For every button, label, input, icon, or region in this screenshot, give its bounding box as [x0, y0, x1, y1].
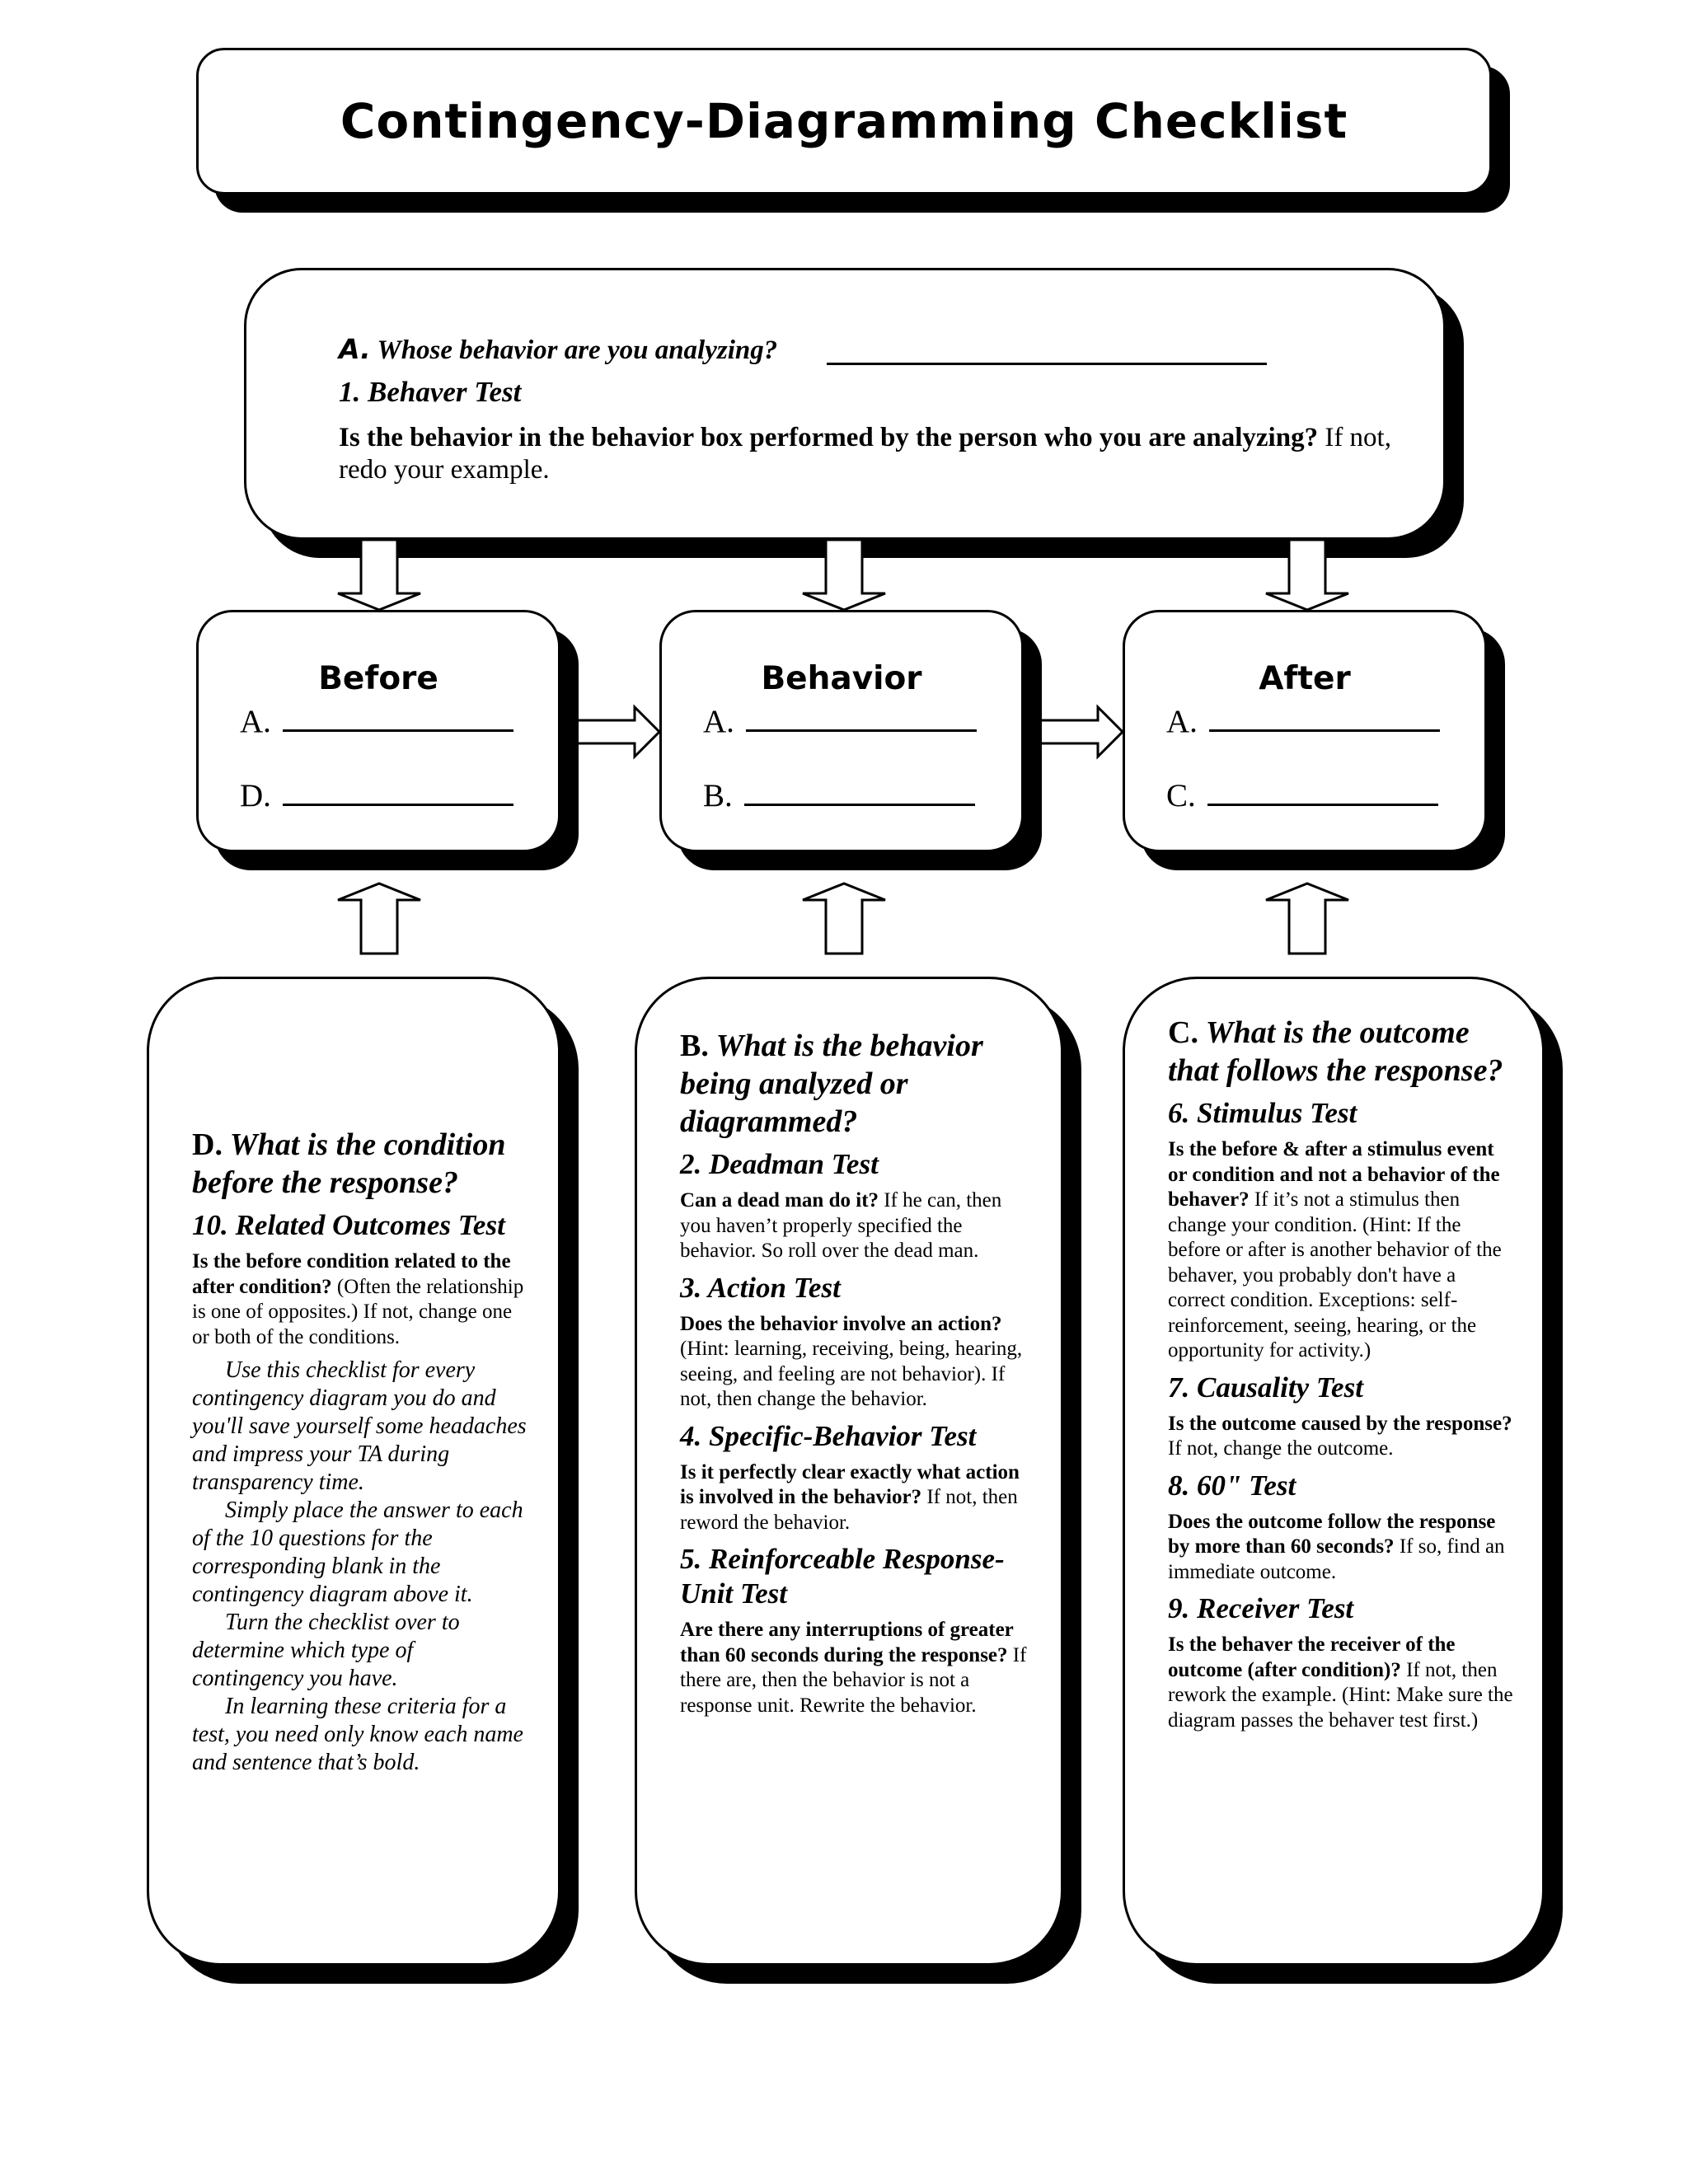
- before-slot-a-blank[interactable]: [283, 700, 513, 732]
- after-slot-c-label: C.: [1166, 778, 1196, 813]
- behavior-slot-a-label: A.: [703, 704, 734, 739]
- after-box: [1123, 610, 1487, 852]
- behavior-slot-b[interactable]: [703, 774, 975, 814]
- behaver-test-plain: If not, redo your example.: [339, 423, 1391, 485]
- behavior-slot-a-blank[interactable]: [746, 700, 977, 732]
- test-text: [1168, 1633, 1514, 1733]
- test-plain: If there are, then the behavior is not a response unit. Rewrite the behavior.: [680, 1643, 1027, 1717]
- test-bold: Is it perfectly clear exactly what action is involved in the behavior?: [680, 1460, 1020, 1508]
- test-bold: Is the before & after a stimulus event or condition and not a behavior of the behaver?: [1168, 1138, 1500, 1211]
- test-name: 3. Action Test: [680, 1271, 841, 1304]
- behavior-box: [659, 610, 1024, 852]
- test-plain: If so, find an immediate outcome.: [1168, 1535, 1505, 1583]
- test-bold: Can a dead man do it?: [680, 1189, 879, 1212]
- note-paragraph: Use this checklist for every contingency diagram you do and you'll save yourself some headaches and impress your TA during transparency time.: [192, 1357, 527, 1495]
- note-paragraph: In learning these criteria for a test, you need only know each name and sentence that’s bold.: [192, 1694, 523, 1775]
- outcome-letter: C.: [1168, 1015, 1198, 1050]
- before-slot-a[interactable]: [240, 700, 513, 740]
- test-text: [1168, 1137, 1514, 1364]
- test-name: 5. Reinforceable Response-Unit Test: [680, 1543, 1005, 1610]
- test-name: 10. Related Outcomes Test: [192, 1209, 505, 1241]
- after-slot-a-label: A.: [1166, 704, 1198, 739]
- behaver-test-name: 1. Behaver Test: [339, 376, 522, 408]
- arrow-up-behavior: [803, 883, 885, 954]
- behavior-question: [680, 1027, 1033, 1141]
- test-text: [680, 1312, 1033, 1413]
- arrow-up-before: [338, 883, 420, 954]
- outcome-question-text: What is the outcome that follows the response?: [1168, 1015, 1503, 1088]
- behavior-slot-b-label: B.: [703, 778, 733, 813]
- page-title: Contingency-Diagramming Checklist: [340, 93, 1348, 149]
- test-text: [680, 1188, 1033, 1264]
- outcome-question: [1168, 1014, 1514, 1090]
- condition-question-text: What is the condition before the response?: [192, 1127, 506, 1200]
- before-slot-d-label: D.: [240, 778, 271, 813]
- test-text: [680, 1460, 1033, 1536]
- test-plain: (Hint: learning, receiving, being, hearing, seeing, and feeling are not behavior). If not, then change the behavior.: [680, 1338, 1023, 1410]
- test-plain: If it’s not a stimulus then change your condition. (Hint: If the before or after is another behavior of the behaver, you probably don't have a correct condition. Exceptions: self-reinforcement, seeing, hearing, or the opportunity for activity.): [1168, 1188, 1502, 1361]
- test-plain: If not, then rework the example. (Hint: Make sure the diagram passes the behaver test first.): [1168, 1658, 1513, 1732]
- arrow-down-before: [338, 540, 420, 610]
- behavior-question-text: What is the behavior being analyzed or diagrammed?: [680, 1029, 983, 1139]
- test-text: [192, 1249, 530, 1350]
- test-text: [680, 1618, 1033, 1718]
- before-slot-d-blank[interactable]: [283, 774, 513, 806]
- note-paragraph: Simply place the answer to each of the 10 questions for the corresponding blank in the contingency diagram above it.: [192, 1497, 523, 1607]
- test-name: 8. 60" Test: [1168, 1469, 1296, 1502]
- behavior-letter: B.: [680, 1029, 709, 1063]
- test-plain: (Often the relationship is one of opposites.) If not, change one or both of the conditions.: [192, 1275, 524, 1348]
- question-letter-a: A.: [339, 333, 371, 365]
- test-bold: Is the outcome caused by the response?: [1168, 1412, 1512, 1435]
- before-box: [196, 610, 560, 852]
- after-slot-c[interactable]: [1166, 774, 1438, 814]
- arrow-right-behavior-after: [1025, 707, 1123, 757]
- question-text: Whose behavior are you analyzing?: [377, 335, 778, 365]
- test-bold: Are there any interruptions of greater than 60 seconds during the response?: [680, 1619, 1014, 1666]
- arrow-down-behavior: [803, 540, 885, 610]
- behavior-slot-b-blank[interactable]: [744, 774, 975, 806]
- test-plain: If not, then reword the behavior.: [680, 1486, 1018, 1534]
- test-name: 6. Stimulus Test: [1168, 1097, 1357, 1129]
- behaver-test-bold: Is the behavior in the behavior box performed by the person who you are analyzing?: [339, 423, 1319, 452]
- test-name: 7. Causality Test: [1168, 1371, 1363, 1404]
- after-slot-c-blank[interactable]: [1207, 774, 1438, 806]
- test-bold: Is the before condition related to the after condition?: [192, 1250, 511, 1298]
- test-name: 9. Receiver Test: [1168, 1592, 1354, 1624]
- arrow-down-after: [1266, 540, 1348, 610]
- condition-letter: D.: [192, 1127, 223, 1162]
- condition-question: [192, 1126, 530, 1202]
- behavior-column: [635, 977, 1063, 1966]
- test-bold: Is the behaver the receiver of the outcome (after condition)?: [1168, 1633, 1456, 1681]
- before-slot-a-label: A.: [240, 704, 271, 739]
- test-bold: Does the outcome follow the response by more than 60 seconds?: [1168, 1510, 1496, 1558]
- test-plain: If he can, then you haven’t properly specified the behavior. So roll over the dead man.: [680, 1189, 1002, 1262]
- before-slot-d[interactable]: [240, 774, 513, 814]
- arrow-right-before-behavior: [562, 707, 659, 757]
- test-bold: Does the behavior involve an action?: [680, 1312, 1002, 1335]
- outcome-column: [1123, 977, 1545, 1966]
- after-title: After: [1259, 660, 1351, 697]
- test-name: 4. Specific-Behavior Test: [680, 1419, 977, 1452]
- arrow-up-after: [1266, 883, 1348, 954]
- after-slot-a-blank[interactable]: [1209, 700, 1440, 732]
- test-text: [1168, 1412, 1514, 1462]
- test-plain: If not, change the outcome.: [1168, 1437, 1394, 1460]
- condition-column: [147, 977, 560, 1966]
- test-name: 2. Deadman Test: [680, 1148, 879, 1180]
- behavior-slot-a[interactable]: [703, 700, 977, 740]
- note-paragraph: Turn the checklist over to determine which type of contingency you have.: [192, 1610, 460, 1691]
- before-title: Before: [318, 660, 438, 697]
- test-text: [1168, 1510, 1514, 1586]
- behavior-title: Behavior: [761, 660, 922, 697]
- after-slot-a[interactable]: [1166, 700, 1440, 740]
